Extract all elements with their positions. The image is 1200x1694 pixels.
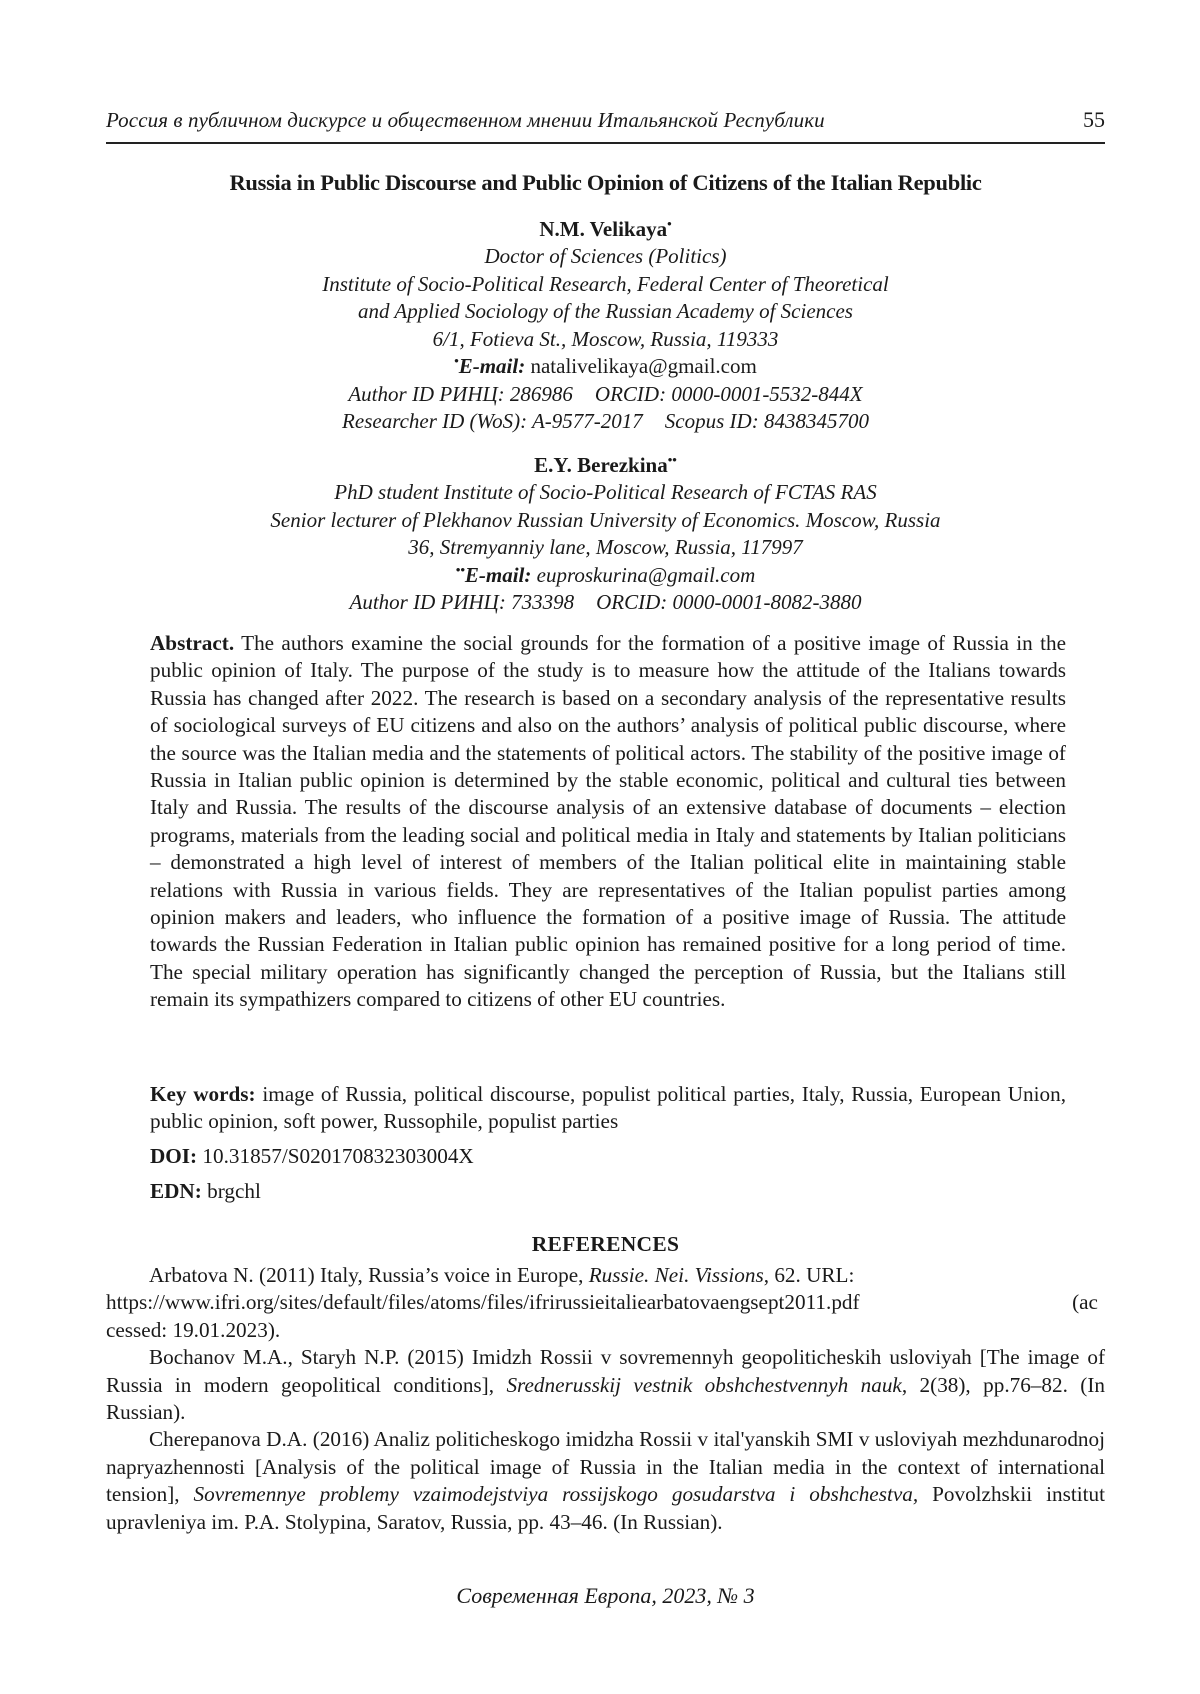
edn: EDN: brgchl <box>150 1179 261 1203</box>
reference-item: Bochanov M.A., Staryh N.P. (2015) Imidzh Rossii v sovremennyh geopoliticheskih usloviyah [The image of Russia in modern geopolitical conditions], Srednerusskij vestnik obshchestvennyh nauk, 2(38), pp.76–82. (In Russian). <box>106 1345 1106 1425</box>
author-position: Senior lecturer of Plekhanov Russian University of Economics. Moscow, Russia <box>270 507 941 532</box>
affiliation-line: and Applied Sociology of the Russian Academy of Sciences <box>358 299 853 323</box>
author-ids: Author ID РИНЦ: 286986 ORCID: 0000-0001-5532-844X <box>348 381 863 406</box>
author-degree: Doctor of Sciences (Politics) <box>484 244 727 268</box>
paper-title: Russia in Public Discourse and Public Opinion of Citizens of the Italian Republic <box>229 170 982 195</box>
author-address: 36, Stremyanniy lane, Moscow, Russia, 117997 <box>408 535 803 559</box>
running-footer: Современная Европа, 2023, № 3 <box>456 1583 755 1608</box>
abstract-text: The authors examine the social grounds for the formation of a positive image of Russia in the public opinion of Italy. The purpose of the study is to measure how the attitude of the Italians towards Russia has changed after 2022. The research is based on a secondary analysis of the representative results of sociological surveys of EU citizens and also on the authors’ analysis of political public discourse, where the source was the Italian media and the statements of political actors. The stability of the positive image of Russia in Italian public opinion is determined by the stable economic, political and cultural ties between Italy and Russia. The results of the discourse analysis of an extensive database of documents – election programs, materials from the leading social and political media in Italy and statements by Italian politicians – demonstrated a high level of interest of members of the Italian political elite in maintaining stable relations with Russia in various fields. They are representatives of the Italian populist parties among opinion makers and leaders, who influence the formation of a positive image of Russia. The attitude towards the Russian Federation in Italian public opinion has remained positive for a long period of time. The special military operation has significantly changed the perception of Russia, but the Italians still remain its sympathizers compared to citizens of other EU countries. <box>150 631 1066 1012</box>
abstract-label: Abstract. <box>150 631 235 655</box>
affiliation-line: Institute of Socio-Political Research, Federal Center of Theoretical <box>322 271 889 296</box>
keywords-label: Key words: <box>150 1082 256 1106</box>
author-ids: Author ID РИНЦ: 733398 ORCID: 0000-0001-8082-3880 <box>349 590 862 614</box>
references-list <box>106 1262 1105 1536</box>
author-email-link[interactable]: euproskurina@gmail.com <box>536 562 756 587</box>
author-name: N.M. Velikaya• <box>539 216 672 241</box>
running-header-title: Россия в публичном дискурсе и общественном мнении Итальянской Республики <box>106 108 825 132</box>
reference-item: Cherepanova D.A. (2016) Analiz politicheskogo imidzha Rossii v ital'yanskih SMI v usloviyah mezhdunarodnoj napryazhennosti [Analysis of the political image of Russia in the Italian media in the context of international tension], Sovremennye problemy vzaimodejstviya rossijskogo gosudarstva i obshchestva, Povolzhskii institut upravleniya im. P.A. Stolypina, Saratov, Russia, pp. 43–46. (In Russian). <box>106 1427 1106 1534</box>
author-ids: Researcher ID (WoS): A-9577-2017 Scopus ID: 8438345700 <box>342 409 869 433</box>
author-footnote-mark: •• <box>667 452 677 467</box>
author-email-line: ••E-mail: euproskurina@gmail.com <box>455 561 756 587</box>
page-number: 55 <box>1083 107 1105 132</box>
abstract <box>150 630 1066 1014</box>
keywords <box>150 1081 1066 1136</box>
edn-value: brgchl <box>207 1179 261 1203</box>
author-email-link[interactable]: natalivelikaya@gmail.com <box>530 354 757 378</box>
author-name: E.Y. Berezkina•• <box>534 452 677 477</box>
reference-url[interactable]: https://www.ifri.org/sites/default/files/atoms/files/ifrirussieitaliearbatovaengsept2011.pdf <box>106 1290 860 1315</box>
author-block-velikaya <box>106 216 1105 436</box>
doi: DOI: 10.31857/S020170832303004X <box>150 1144 474 1168</box>
keywords-text: image of Russia, political discourse, populist political parties, Italy, Russia, European Union, public opinion, soft power, Russophile, populist parties <box>150 1082 1066 1134</box>
running-header <box>106 106 1105 144</box>
author-email-line: •E-mail: natalivelikaya@gmail.com <box>454 353 757 378</box>
references-heading: REFERENCES <box>531 1232 680 1256</box>
author-address: 6/1, Fotieva St., Moscow, Russia, 119333 <box>432 326 779 351</box>
author-position: PhD student Institute of Socio-Political Research of FCTAS RAS <box>334 480 877 504</box>
author-block-berezkina <box>106 452 1105 617</box>
author-footnote-mark: • <box>667 216 672 231</box>
reference-item: Arbatova N. (2011) Italy, Russia’s voice in Europe, Russie. Nei. Vissions, 62. URL: https://www.ifri.org/sites/default/files/atoms/files/ifrirussieitaliearbatovaengsept2011.pdf (ac cessed: 19.01.2023). <box>106 1263 1098 1342</box>
doi-value[interactable]: 10.31857/S020170832303004X <box>202 1144 474 1168</box>
